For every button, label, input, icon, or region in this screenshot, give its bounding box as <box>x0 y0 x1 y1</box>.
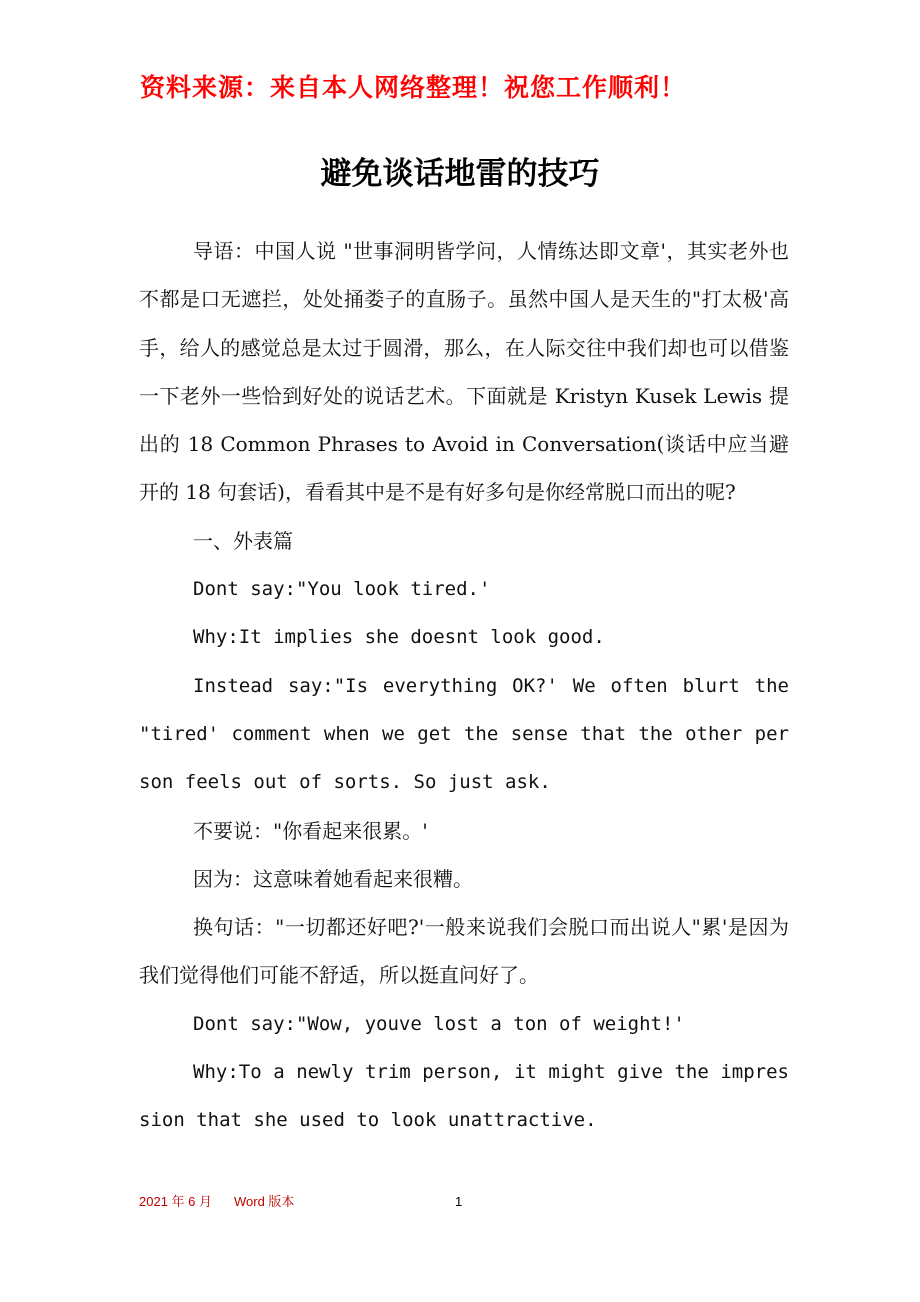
paragraph-why-weight: Why:To a newly trim person, it might give the impression that she used to look unattractive. <box>139 1061 789 1132</box>
document-body <box>139 227 789 1145</box>
page-footer <box>139 1190 789 1214</box>
paragraph-instead-say-tired: Instead say:"Is everything OK?' We often blurt the "tired' comment when we get the sense that the other person feels out of sorts. So just ask. <box>139 674 789 794</box>
paragraph-dont-say-tired: Dont say:"You look tired.' <box>193 578 491 601</box>
paragraph-why-tired-zh: 因为：这意味着她看起来很糟。 <box>193 866 473 891</box>
source-banner: 资料来源：来自本人网络整理！祝您工作顺利！ <box>140 73 687 102</box>
paragraph-why-tired: Why:It implies she doesnt look good. <box>193 626 605 649</box>
footer-date: 2021 年 6 月 <box>139 1194 212 1209</box>
document-title: 避免谈话地雷的技巧 <box>320 156 600 192</box>
section-heading-appearance: 一、外表篇 <box>193 528 293 553</box>
paragraph-dont-say-weight: Dont say:"Wow, youve lost a ton of weight!' <box>193 1012 685 1035</box>
paragraph-dont-say-tired-zh: 不要说："你看起来很累。' <box>193 818 428 843</box>
intro-paragraph: 导语：中国人说 "世事洞明皆学问，人情练达即文章'，其实老外也不都是口无遮拦，处处捅娄子的直肠子。虽然中国人是天生的"打太极'高手，给人的感觉总是太过于圆滑，那么，在人际交往中我们却也可以借鉴一下老外一些恰到好处的说话艺术。下面就是 Kristyn Kusek Lewis 提出的 18 Common Phrases to Avoid in Conversation(谈话中应当避开的 18 句套话)，看看其中是不是有好多句是你经常脱口而出的呢? <box>139 239 789 505</box>
paragraph-instead-say-tired-zh: 换句话："一切都还好吧?'一般来说我们会脱口而出说人"累'是因为我们觉得他们可能不舒适，所以挺直问好了。 <box>139 915 789 988</box>
page-number: 1 <box>455 1194 463 1209</box>
footer-version: Word 版本 <box>234 1194 295 1209</box>
